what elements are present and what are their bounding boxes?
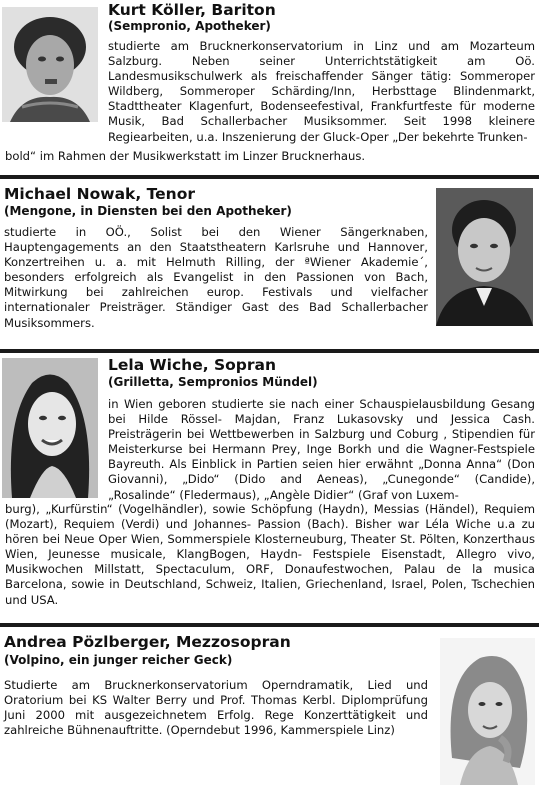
artist-name: Kurt Köller, Bariton — [108, 1, 276, 19]
portrait-photo-nowak — [436, 188, 533, 326]
artist-bio: studierte in OÖ., Solist bei den Wiener Sängerknaben, Hauptengagements an den Staatstheatern Karlsruhe und Hannover, Konzertreihen u. a. mit Helmuth Rilling, der ªWiener Akademie´, besonders erfolgreich als Evangelist in den Passionen von Bach, Mitwirkung bei zahlreichen europ. Festivals und vielfacher internationaler Preisträger. Ständiger Gast des Bad Schallerbacher Musiksommers. — [4, 225, 428, 330]
artist-bio-continued: bold“ im Rahmen der Musikwerkstatt im Linzer Brucknerhaus. — [5, 149, 366, 163]
portrait-photo-wiche — [2, 358, 98, 498]
artist-bio-continued: burg), „Kurfürstin“ (Vogelhändler), sowie Schöpfung (Haydn), Messias (Händel), Requiem (Mozart), Requiem (Verdi) und Johannes- Passion (Bach). Bisher war Léla Wiche u.a zu hören bei Neue Oper Wien, Sommerspiele Klosterneuburg, Theater St. Pölten, Konzerthaus Wien, Jeunesse musicale, KlangBogen, Haydn- Festspiele Eisenstadt, Allegro vivo, Musikwochen Millstatt, Spectaculum, ORF, Donaufestwochen, Palau de la musica Barcelona, sowie in Deutschland, Schweiz, Italien, Griechenland, Israel, Polen, Tschechien und USA. — [5, 502, 535, 607]
section-divider — [0, 349, 539, 353]
artist-role: (Mengone, in Diensten bei den Apotheker) — [4, 204, 292, 218]
artist-bio: in Wien geboren studierte sie nach einer Schauspielausbildung Gesang bei Hilde Rössel- Majdan, Franz Lukasovsky und Jessica Cash. Preisträgerin bei Wettbewerben in Salzburg und Coburg , Stipendien für Meisterkurse bei Hermann Prey, Inge Borkh und die Wagner-Festspiele Bayreuth. Als Einblick in Partien seien hier erwähnt „Donna Anna“ (Don Giovanni), „Dido“ (Dido and Aeneas), „Cunegonde“ (Candide), „Rosalinde“ (Fledermaus), „Angèle Didier“ (Graf von Luxem- — [108, 397, 535, 502]
artist-role: (Volpino, ein junger reicher Geck) — [4, 653, 233, 667]
artist-name: Andrea Pözlberger, Mezzosopran — [4, 633, 291, 651]
artist-section-koeller — [0, 0, 539, 178]
portrait-photo-poezlberger — [440, 638, 535, 785]
artist-role: (Grilletta, Sempronios Mündel) — [108, 375, 318, 389]
portrait-photo-koeller — [2, 7, 98, 122]
section-divider — [0, 175, 539, 179]
artist-section-wiche — [0, 354, 539, 622]
artist-section-nowak — [0, 180, 539, 352]
section-divider — [0, 623, 539, 627]
artist-bio: studierte am Brucknerkonservatorium in Linz und am Mozarteum Salzburg. Neben seiner Unterrichtstätigkeit am Oö. Landesmusikschulwerk als freischaffender Sänger tätig: Sommeroper Wildberg, Sommeroper Schärding/Inn, Herbsttage Blindenmarkt, Stadttheater Klagenfurt, Bodenseefestival, Frankfurtfeste für moderne Musik, Bad Schallerbacher Musiksommer. Seit 1998 kleinere Regiearbeiten, u.a. Inszenierung der Gluck-Oper „Der bekehrte Trunken- — [108, 39, 535, 144]
artist-name: Lela Wiche, Sopran — [108, 356, 277, 374]
artist-name: Michael Nowak, Tenor — [4, 185, 195, 203]
artist-bio: Studierte am Brucknerkonservatorium Operndramatik, Lied und Oratorium bei KS Walter Berry und Prof. Thomas Kerbl. Diplomprüfung Juni 2000 mit ausgezeichnetem Erfolg. Rege Konzerttätigkeit und zahlreiche Bühnenauftritte. (Operndebut 1996, Kammerspiele Linz) — [4, 678, 428, 738]
artist-role: (Sempronio, Apotheker) — [108, 19, 271, 33]
artist-section-poezlberger — [0, 628, 539, 791]
